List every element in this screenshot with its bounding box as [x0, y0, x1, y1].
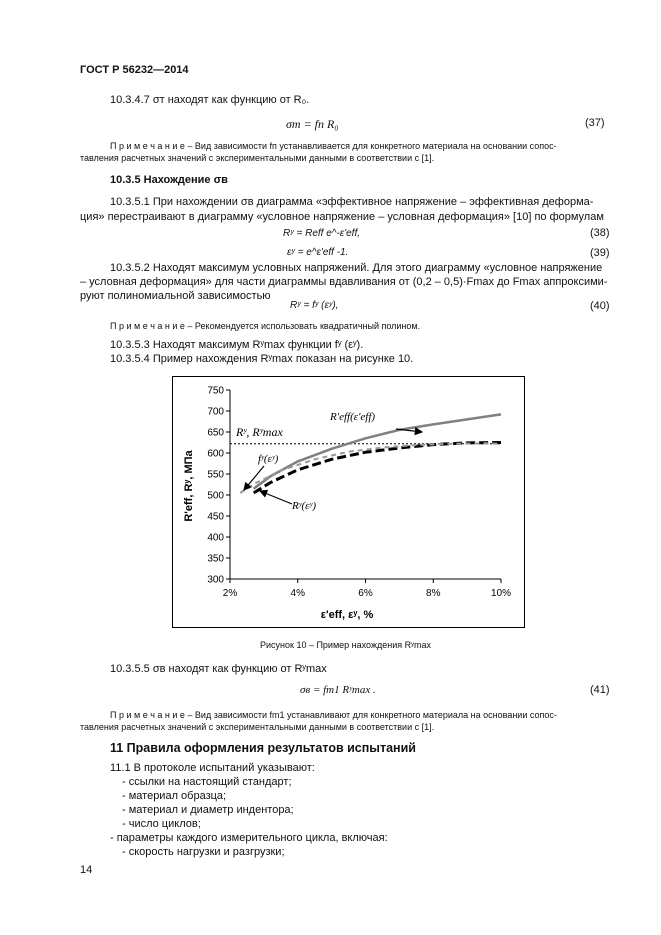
- formula-39: εʸ = e^ε'eff -1.: [287, 247, 349, 258]
- note-label: П р и м е ч а н и е: [110, 710, 185, 720]
- note-text: – Вид зависимости fп устанавливается для конкретного материала на основании сопос-: [187, 141, 557, 151]
- y-tick-label: 550: [207, 469, 224, 481]
- paragraph-10-3-4-7: 10.3.4.7 σт находят как функцию от R₀.: [110, 94, 310, 106]
- y-tick-label: 600: [207, 448, 224, 460]
- paragraph-10-3-5-2-line1: 10.3.5.2 Находят максимум условных напряжений. Для этого диаграмму «условное напряжение: [110, 262, 603, 274]
- x-tick-label: 2%: [222, 588, 238, 599]
- formula-41: σв = fm1 Rʸmax .: [300, 684, 376, 696]
- y-tick-label: 300: [207, 574, 224, 586]
- list-item: - материал образца;: [122, 790, 227, 802]
- annotation-r-y-text: Rʸ, Rʸmax: [236, 425, 283, 439]
- y-tick-label: 450: [207, 511, 224, 523]
- list-subitem: - скорость нагрузки и разгрузки;: [122, 846, 285, 858]
- formula-37-number: (37): [585, 117, 605, 129]
- y-tick-label: 500: [207, 490, 224, 502]
- annotation-f-y: fʸ(εʸ): [258, 453, 279, 465]
- note-37-line2: тавления расчетных значений с экспериментальными данными в соответствии с [1].: [80, 153, 435, 163]
- annotation-r-y: [235, 425, 283, 439]
- y-tick-label: 750: [207, 385, 224, 397]
- y-tick-label: 400: [207, 532, 224, 544]
- note-37-line1: [110, 141, 557, 151]
- formula-40: Rʸ = fʸ (εʸ),: [290, 300, 339, 311]
- list-item: - материал и диаметр индентора;: [122, 804, 294, 816]
- y-axis-label: R'eff, Rʸ, МПа: [183, 450, 195, 522]
- list-item: - число циклов;: [122, 818, 201, 830]
- annotation-r-y-eps: Rʸ(εʸ): [292, 500, 316, 512]
- note-label: П р и м е ч а н и е: [110, 321, 185, 331]
- x-tick-label: 8%: [426, 588, 441, 599]
- formula-39-number: (39): [590, 247, 610, 259]
- formula-38-number: (38): [590, 227, 610, 239]
- y-tick-label: 700: [207, 406, 224, 418]
- paragraph-11-1: 11.1 В протоколе испытаний указывают:: [110, 762, 315, 774]
- paragraph-10-3-5-5: 10.3.5.5 σв находят как функцию от Rʸmax: [110, 663, 327, 675]
- figure-10-caption: Рисунок 10 – Пример нахождения Rʸmax: [260, 640, 431, 650]
- paragraph-10-3-5-1-line1: 10.3.5.1 При нахождении σв диаграмма «эффективное напряжение – эффективная деформа-: [110, 196, 594, 208]
- figure-10-chart: [172, 376, 525, 628]
- note-40: [110, 321, 420, 331]
- x-tick-label: 4%: [290, 588, 305, 599]
- paragraph-10-3-5-1-line2: ция» перестраивают в диаграмму «условное напряжение – условная деформация» [10] по формулам: [80, 211, 604, 223]
- paragraph-10-3-5-4: 10.3.5.4 Пример нахождения Rʸmax показан на рисунке 10.: [110, 353, 414, 365]
- note-41-line1: [110, 710, 557, 720]
- y-tick-label: 650: [207, 427, 224, 439]
- note-text: – Вид зависимости fm1 устанавливают для конкретного материала на основании сопос-: [187, 710, 557, 720]
- paragraph-10-3-5-2-line3: руют полиномиальной зависимостью: [80, 290, 271, 302]
- x-tick-label: 10%: [490, 588, 512, 599]
- x-axis-label: ε'eff, εʸ, %: [320, 609, 374, 621]
- note-text: – Рекомендуется использовать квадратичный полином.: [187, 321, 421, 331]
- formula-40-number: (40): [590, 300, 610, 312]
- page-number: 14: [80, 864, 93, 876]
- y-tick-label: 350: [207, 553, 224, 565]
- section-heading-10-3-5: 10.3.5 Нахождение σв: [110, 174, 228, 186]
- section-heading-11: 11 Правила оформления результатов испытаний: [110, 741, 416, 755]
- list-item: - ссылки на настоящий стандарт;: [122, 776, 292, 788]
- note-label: П р и м е ч а н и е: [110, 141, 185, 151]
- note-41-line2: тавления расчетных значений с экспериментальными данными в соответствии с [1].: [80, 722, 435, 732]
- formula-41-number: (41): [590, 684, 610, 696]
- paragraph-10-3-5-3: 10.3.5.3 Находят максимум Rʸmax функции fʸ (εʸ).: [110, 339, 364, 351]
- annotation-r-eff: R'eff(ε'eff): [330, 411, 376, 423]
- list-item: - параметры каждого измерительного цикла, включая:: [110, 832, 388, 844]
- x-tick-label: 6%: [358, 588, 373, 599]
- paragraph-10-3-5-2-line2: – условная деформация» для части диаграммы вдавливания от (0,2 – 0,5)·Fmax до Fmax аппроксими-: [80, 276, 608, 288]
- formula-37: σт = fп R₀: [286, 117, 339, 131]
- formula-38: Rʸ = Reff e^-ε'eff,: [283, 228, 361, 239]
- document-header: ГОСТ Р 56232—2014: [80, 64, 189, 76]
